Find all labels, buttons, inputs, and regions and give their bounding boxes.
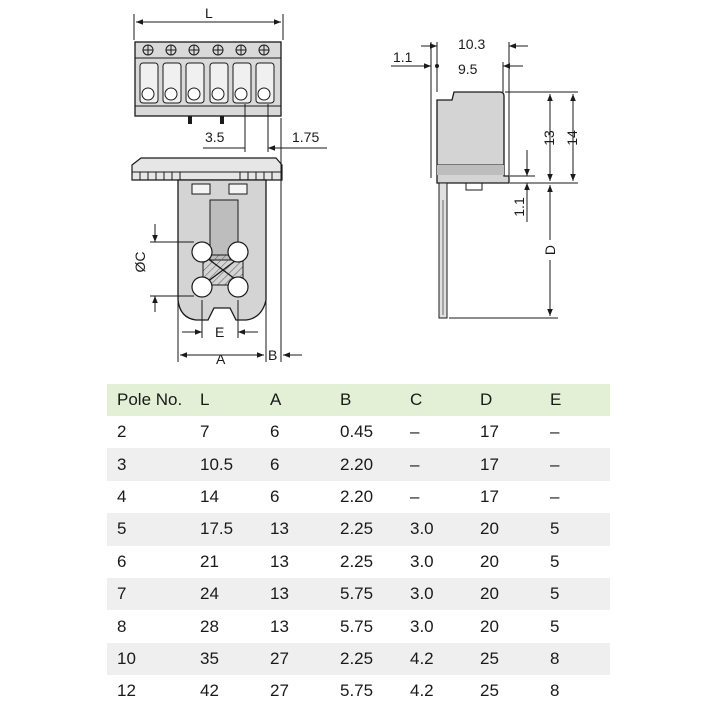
- table-cell: 24: [190, 578, 260, 610]
- label-b: B: [268, 347, 278, 363]
- table-cell: 2.20: [340, 486, 374, 506]
- label-a: A: [216, 351, 226, 367]
- table-cell: 6: [270, 422, 280, 442]
- table-cell: 8: [540, 643, 610, 675]
- table-cell: –: [540, 448, 610, 480]
- label-side-step: 1.1: [511, 197, 527, 217]
- table-cell: –: [550, 422, 560, 442]
- header-e: E: [540, 384, 610, 416]
- table-cell: 20: [480, 551, 499, 571]
- table-cell: 7: [200, 422, 210, 442]
- table-cell: 5.75: [340, 681, 374, 701]
- table-cell: 13: [270, 551, 289, 571]
- table-cell: –: [410, 486, 420, 506]
- table-cell: 2: [117, 422, 127, 442]
- table-cell: 13: [260, 513, 330, 545]
- table-cell: 25: [470, 643, 540, 675]
- label-pin-length: D: [542, 244, 558, 256]
- table-cell: 6: [270, 486, 280, 506]
- label-peg-spacing: E: [215, 324, 225, 340]
- label-pin-diameter: ØC: [132, 251, 148, 273]
- table-cell: 17: [470, 448, 540, 480]
- table-cell: 5: [550, 551, 560, 571]
- table-cell: 25: [480, 681, 499, 701]
- table-cell: 28: [200, 616, 219, 636]
- table-cell: 7: [107, 578, 190, 610]
- table-cell: 13: [260, 578, 330, 610]
- label-pitch: 3.5: [205, 129, 225, 145]
- table-row: [107, 610, 610, 642]
- table-cell: 6: [260, 448, 330, 480]
- header-d: D: [470, 384, 540, 416]
- table-cell: 12: [117, 681, 136, 701]
- table-cell: 5: [107, 513, 190, 545]
- label-side-height-13: 13: [541, 130, 557, 146]
- table-cell: 20: [470, 513, 540, 545]
- table-cell: 13: [270, 616, 289, 636]
- label-side-offset: 1.1: [393, 49, 413, 65]
- table-cell: 17.5: [190, 513, 260, 545]
- side-view: [391, 36, 580, 318]
- label-side-height-14: 14: [564, 130, 580, 146]
- header-b: B: [330, 384, 400, 416]
- table-row: [107, 416, 610, 448]
- table-cell: –: [550, 486, 560, 506]
- table-row: [107, 675, 610, 707]
- table-cell: 5: [550, 616, 560, 636]
- table-cell: 5: [540, 578, 610, 610]
- table-cell: 17: [480, 422, 499, 442]
- table-row: [107, 481, 610, 513]
- label-side-overall: 10.3: [458, 36, 486, 52]
- table-cell: –: [410, 422, 420, 442]
- label-side-body: 9.5: [458, 61, 478, 77]
- bottom-view: [132, 158, 302, 367]
- header-l: L: [190, 384, 260, 416]
- table-cell: 2.25: [340, 551, 374, 571]
- table-cell: 10.5: [190, 448, 260, 480]
- table-cell: 6: [117, 551, 127, 571]
- table-cell: –: [400, 448, 470, 480]
- top-view: [134, 5, 327, 160]
- table-cell: 14: [200, 486, 219, 506]
- table-cell: 3: [107, 448, 190, 480]
- table-row: [107, 578, 610, 610]
- table-cell: 20: [470, 578, 540, 610]
- table-cell: 4.2: [410, 681, 434, 701]
- table-cell: 27: [260, 643, 330, 675]
- table-cell: 0.45: [340, 422, 374, 442]
- table-row: [107, 546, 610, 578]
- table-cell: 10: [107, 643, 190, 675]
- table-cell: 4.2: [400, 643, 470, 675]
- table-cell: 42: [200, 681, 219, 701]
- table-cell: 5.75: [330, 578, 400, 610]
- table-cell: 17: [480, 486, 499, 506]
- table-cell: 5.75: [340, 616, 374, 636]
- table-cell: 8: [117, 616, 127, 636]
- table-cell: 2.25: [330, 513, 400, 545]
- table-cell: 3.0: [400, 578, 470, 610]
- spec-table: [107, 384, 610, 708]
- table-cell: 5: [540, 513, 610, 545]
- table-row: [107, 643, 610, 675]
- table-row: [107, 513, 610, 545]
- label-offset: 1.75: [292, 129, 320, 145]
- header-c: C: [400, 384, 470, 416]
- table-header-row: [107, 384, 610, 416]
- table-cell: 2.25: [330, 643, 400, 675]
- table-cell: 27: [270, 681, 289, 701]
- table-cell: 3.0: [410, 616, 434, 636]
- table-cell: 4: [117, 486, 127, 506]
- header-a: A: [260, 384, 330, 416]
- table-cell: 2.20: [330, 448, 400, 480]
- table-cell: 8: [550, 681, 560, 701]
- header-pole-no: Pole No.: [107, 384, 190, 416]
- table-cell: 3.0: [400, 513, 470, 545]
- table-row: [107, 448, 610, 480]
- label-l: L: [205, 5, 213, 21]
- table-cell: 20: [480, 616, 499, 636]
- table-cell: 3.0: [410, 551, 434, 571]
- table-cell: 35: [190, 643, 260, 675]
- table-cell: 21: [200, 551, 219, 571]
